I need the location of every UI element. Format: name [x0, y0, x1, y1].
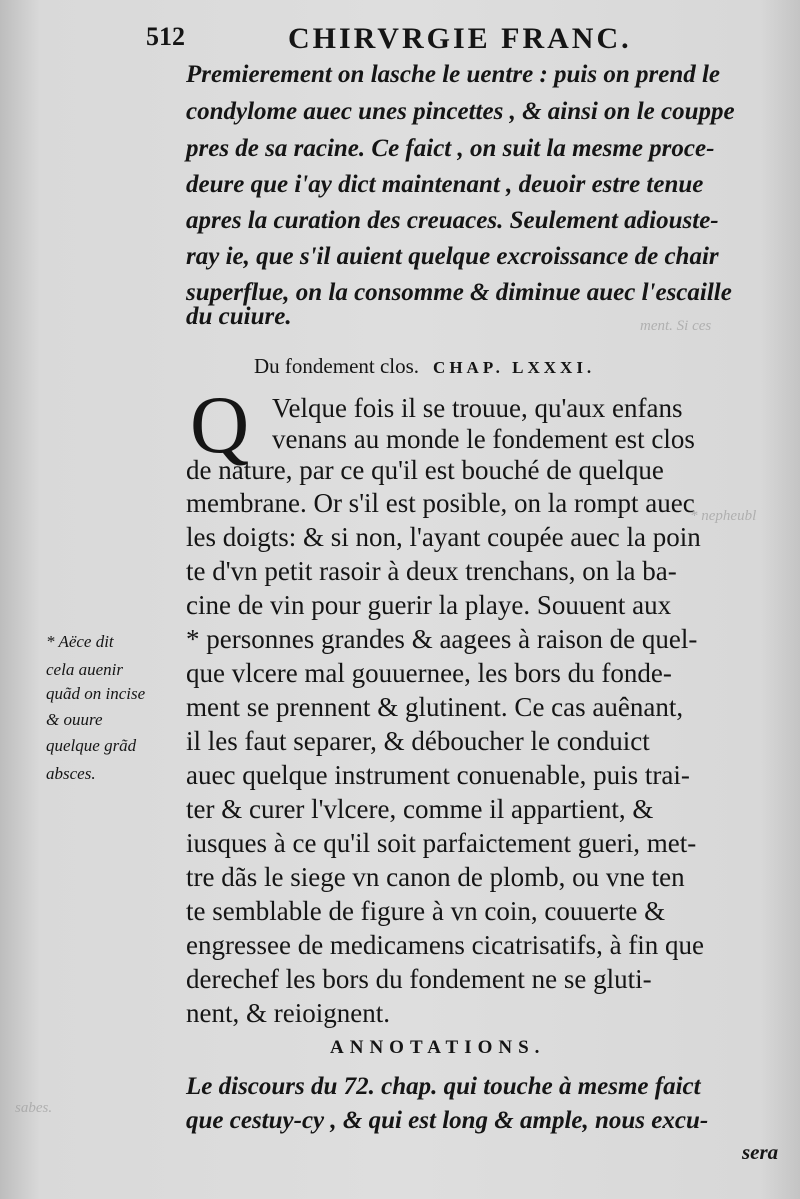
- text-line: de nature, par ce qu'il est bouché de quelque: [186, 455, 664, 485]
- text-line: ter & curer l'vlcere, comme il appartient, &: [186, 794, 654, 824]
- drop-capital: Q: [190, 379, 250, 470]
- annotations-heading: ANNOTATIONS.: [330, 1037, 546, 1058]
- text-line: membrane. Or s'il est posible, on la rompt auec: [186, 488, 695, 518]
- text-line: du cuiure.: [186, 303, 292, 330]
- text-line: tre dãs le siege vn canon de plomb, ou vne ten: [186, 862, 685, 892]
- text-line: que vlcere mal gouuernee, les bors du fonde-: [186, 658, 672, 688]
- margin-note-line: cela auenir: [46, 660, 123, 679]
- text-line: pres de sa racine. Ce faict , on suit la mesme proce-: [186, 135, 715, 162]
- text-line: engressee de medicamens cicatrisatifs, à fin que: [186, 930, 705, 960]
- text-line: superflue, on la consomme & diminue auec l'escaille: [186, 279, 732, 306]
- bleed-through-text: sabes.: [15, 1100, 53, 1116]
- text-line: te semblable de figure à vn coin, couuerte &: [186, 896, 666, 926]
- margin-note-line: quãd on incise: [46, 684, 146, 703]
- text-line: Premierement on lasche le uentre : puis on prend le: [186, 61, 721, 88]
- text-line: Le discours du 72. chap. qui touche à mesme faict: [186, 1073, 701, 1100]
- margin-note-line: * Aëce dit: [46, 632, 114, 651]
- margin-note-line: absces.: [46, 764, 96, 783]
- text-line: derechef les bors du fondement ne se gluti-: [186, 964, 652, 994]
- text-line: iusques à ce qu'il soit parfaictement gueri, met-: [186, 828, 697, 858]
- text-line: condylome auec unes pincettes , & ainsi on le couppe: [186, 98, 735, 125]
- text-line: que cestuy-cy , & qui est long & ample, nous excu-: [186, 1107, 709, 1134]
- chapter-title: Du fondement clos.: [254, 354, 420, 378]
- page-number: 512: [146, 22, 185, 51]
- text-line: te d'vn petit rasoir à deux trenchans, on la ba-: [186, 556, 677, 586]
- running-head: CHIRVRGIE FRANC.: [288, 22, 632, 55]
- chapter-heading: [254, 354, 595, 379]
- text-line: cine de vin pour guerir la playe. Souuent aux: [186, 590, 672, 620]
- text-line: nent, & reioignent.: [186, 998, 390, 1028]
- text-line: il les faut separer, & déboucher le conduict: [186, 726, 650, 756]
- text-line: apres la curation des creuaces. Seulement adiouste-: [186, 207, 719, 234]
- bleed-through-text: ment. Si ces: [640, 318, 712, 334]
- catchword: sera: [742, 1140, 779, 1164]
- text-line: deure que i'ay dict maintenant , deuoir estre tenue: [186, 171, 704, 198]
- margin-note-line: quelque grãd: [46, 736, 137, 755]
- chapter-label: CHAP. LXXXI.: [433, 358, 596, 377]
- text-line: auec quelque instrument conuenable, puis trai-: [186, 760, 690, 790]
- text-line: les doigts: & si non, l'ayant coupée auec la poin: [186, 522, 701, 552]
- text-line: ray ie, que s'il auient quelque excroissance de chair: [186, 243, 719, 270]
- text-line: Velque fois il se trouue, qu'aux enfans: [272, 393, 683, 423]
- text-line: venans au monde le fondement est clos: [272, 424, 695, 454]
- bleed-through-text: * nepheubl: [690, 508, 757, 524]
- text-line: * personnes grandes & aagees à raison de quel-: [186, 624, 698, 654]
- text-line: ment se prennent & glutinent. Ce cas auênant,: [186, 692, 684, 722]
- margin-note-line: & ouure: [46, 710, 103, 729]
